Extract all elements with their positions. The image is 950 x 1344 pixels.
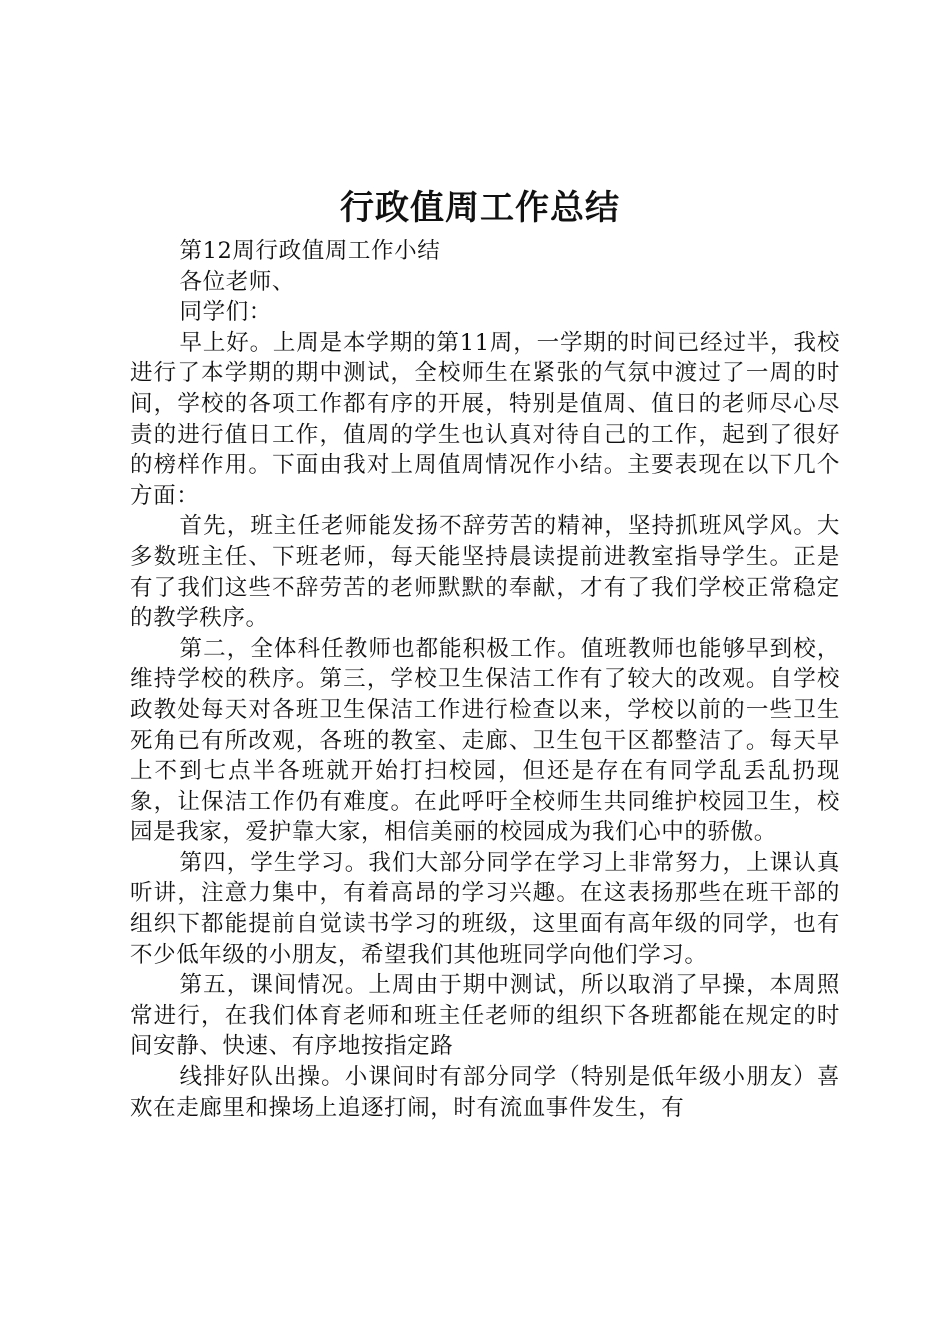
body-paragraph: 第二，全体科任教师也都能积极工作。值班教师也能够早到校，维持学校的秩序。第三，学校卫生保洁工作有了较大的改观。自学校政教处每天对各班卫生保洁工作进行检查以来，学校以前的一些卫生死角已有所改观，各班的教室、走廊、卫生包干区都整洁了。每天早上不到七点半各班就开始打扫校园，但还是存在有同学乱丢乱扔现象，让保洁工作仍有难度。在此呼吁全校师生共同维护校园卫生，校园是我家，爱护靠大家，相信美丽的校园成为我们心中的骄傲。	[130, 635, 840, 846]
salutation-paragraph: 各位老师、	[179, 268, 296, 295]
subtitle-paragraph: 第12周行政值周工作小结	[179, 238, 441, 264]
body-paragraph: 线排好队出操。小课间时有部分同学（特别是低年级小朋友）喜欢在走廊里和操场上追逐打闹，时有流血事件发生，有	[130, 1064, 840, 1121]
body-paragraph: 早上好。上周是本学期的第11周，一学期的时间已经过半，我校进行了本学期的期中测试，全校师生在紧张的气氛中渡过了一周的时间，学校的各项工作都有序的开展，特别是值周、值日的老师尽心尽责的进行值日工作，值周的学生也认真对待自己的工作，起到了很好的榜样作用。下面由我对上周值周情况作小结。主要表现在以下几个方面：	[130, 329, 840, 509]
body-paragraph: 首先，班主任老师能发扬不辞劳苦的精神，坚持抓班风学风。大多数班主任、下班老师，每天能坚持晨读提前进教室指导学生。正是有了我们这些不辞劳苦的老师默默的奉献，才有了我们学校正常稳定的教学秩序。	[130, 513, 840, 632]
salutation-paragraph: 同学们：	[179, 299, 272, 326]
body-paragraph: 第五，课间情况。上周由于期中测试，所以取消了早操，本周照常进行，在我们体育老师和班主任老师的组织下各班都能在规定的时间安静、快速、有序地按指定路	[130, 972, 840, 1060]
body-paragraph: 第四，学生学习。我们大部分同学在学习上非常努力，上课认真听讲，注意力集中，有着高昂的学习兴趣。在这表扬那些在班干部的组织下都能提前自觉读书学习的班级，这里面有高年级的同学，也有不少低年级的小朋友，希望我们其他班同学向他们学习。	[130, 849, 840, 968]
document-title: 行政值周工作总结	[340, 188, 620, 228]
document-body	[130, 236, 840, 1123]
